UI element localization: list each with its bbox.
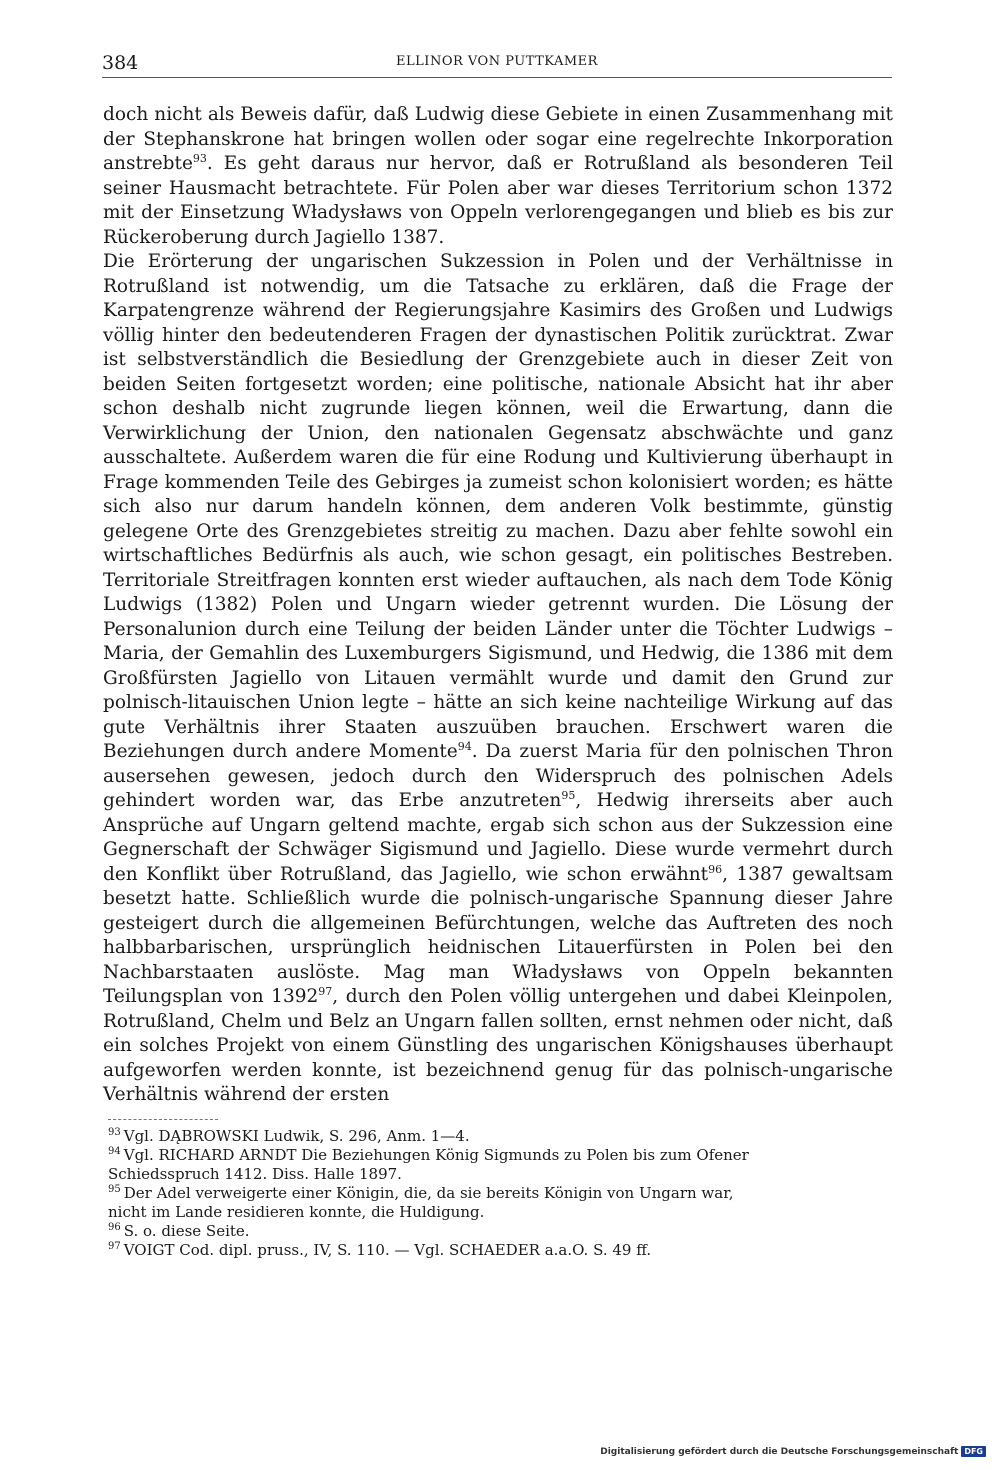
footnote-reference: 94: [457, 739, 472, 753]
digitization-note: [600, 1446, 986, 1457]
paragraph: [103, 250, 893, 1108]
text-run: , 1387 gewaltsam besetzt hatte. Schließlich wurde die polnisch-ungarische Spannung dieser Jahre gesteigert durch die allgemeinen Befürchtungen, welche das Auftreten des noch halbbarbarischen, ursprünglich heidnischen Litauerfürsten in Polen bei den Nachbarstaaten auslöste. Mag man Władysławs von Oppeln bekannten Teilungsplan von 1392: [103, 863, 894, 1007]
page-number: 384: [102, 52, 139, 74]
footnote-text: Der Adel verweigerte einer Königin, die, da sie bereits Königin von Ungarn war,: [123, 1184, 734, 1202]
footnote-mark: 93: [108, 1127, 121, 1138]
footnotes: [108, 1127, 898, 1260]
footnote-text: S. o. diese Seite.: [123, 1222, 250, 1240]
footnote-mark: 96: [108, 1222, 121, 1233]
footnote: [108, 1184, 898, 1222]
footnote-mark: 97: [108, 1241, 121, 1252]
paragraph: [103, 103, 893, 250]
running-title: ELLINOR VON PUTTKAMER: [396, 54, 598, 69]
footnote-text: VOIGT Cod. dipl. pruss., IV, S. 110. — Vgl. SCHAEDER a.a.O. S. 49 ff.: [123, 1241, 652, 1259]
text-run: doch nicht als Beweis dafür, daß Ludwig diese Gebiete in einen Zusammenhang mit der Stephanskrone hat bringen wollen oder sogar eine regelrechte Inkorporation anstrebte: [103, 104, 893, 174]
footnote: [108, 1222, 898, 1241]
footnote-reference: 95: [561, 788, 576, 802]
text-run: Die Erörterung der ungarischen Sukzession in Polen und der Verhältnisse in Rotrußland ist notwendig, um die Tatsache zu erklären, daß die Frage der Karpatengrenze während der Regierungsjahre Kasimirs des Großen und Ludwigs völlig hinter den bedeutenderen Fragen der dynastischen Politik zurücktrat. Zwar ist selbstverständlich die Besiedlung der Grenzgebiete auch in dieser Zeit von beiden Seiten fortgesetzt worden; eine politische, nationale Absicht hat ihr aber schon deshalb nicht zugrunde liegen können, weil die Erwartung, dann die Verwirklichung der Union, den nationalen Gegensatz abschwächte und ganz ausschaltete. Außerdem waren die für eine Rodung und Kultivierung überhaupt in Frage kommenden Teile des Gebirges ja zumeist schon kolonisiert worden; es hätte sich also nur darum handeln können, dem anderen Volk bestimmte, günstig gelegene Orte des Grenzgebietes streitig zu machen. Dazu aber fehlte sowohl ein wirtschaftliches Bedürfnis als auch, wie schon gesagt, ein politisches Bestreben. Territoriale Streitfragen konnten erst wieder auftauchen, als nach dem Tode König Ludwigs (1382) Polen und Ungarn wieder getrennt wurden. Die Lösung der Personalunion durch eine Teilung der beiden Länder unter die Töchter Ludwigs – Maria, der Gemahlin des Luxemburgers Sigismund, und Hedwig, die 1386 mit dem Großfürsten Jagiello von Litauen vermählt wurde und damit den Grund zur polnisch-litauischen Union legte – hätte an sich keine nachteilige Wirkung auf das gute Verhältnis ihrer Staaten auszuüben brauchen. Erschwert waren die Beziehungen durch andere Momente: [103, 251, 893, 762]
footnote: [108, 1146, 898, 1184]
text-run: . Es geht daraus nur hervor, daß er Rotrußland als besonderen Teil seiner Hausmacht betrachtete. Für Polen aber war dieses Territorium schon 1372 mit der Einsetzung Władysławs von Oppeln verlorengegangen und blieb es bis zur Rückeroberung durch Jagiello 1387.: [103, 153, 893, 248]
footnote-text: Vgl. DĄBROWSKI Ludwik, S. 296, Anm. 1—4.: [123, 1127, 470, 1145]
footnote: [108, 1127, 898, 1146]
digitization-text: Digitalisierung gefördert durch die Deutsche Forschungsgemeinschaft: [600, 1446, 959, 1457]
footnote-reference: 96: [708, 862, 723, 876]
text-run: , Hedwig ihrerseits aber auch Ansprüche auf Ungarn geltend machte, ergab sich schon aus der Sukzession eine Gegnerschaft der Schwäger Sigismund und Jagiello. Diese wurde vermehrt durch den Konflikt über Rotrußland, das Jagiello, wie schon erwähnt: [103, 790, 893, 885]
footnote-mark: 94: [108, 1146, 121, 1157]
footnote-reference: 93: [192, 151, 207, 165]
header-rule: [102, 77, 892, 78]
text-run: . Da zuerst Maria für den polnischen Thron ausersehen gewesen, jedoch durch den Widerspruch des polnischen Adels gehindert worden war, das Erbe anzutreten: [103, 741, 893, 811]
main-text: [103, 103, 893, 1108]
dfg-logo: DFG: [961, 1446, 986, 1457]
footnote-mark: 95: [108, 1184, 121, 1195]
footnote-separator: [108, 1119, 218, 1120]
footnote-reference: 97: [318, 984, 333, 998]
text-run: , durch den Polen völlig untergehen und dabei Kleinpolen, Rotrußland, Chelm und Belz an Ungarn fallen sollten, ernst nehmen oder nicht, daß ein solches Projekt von einem Günstling des ungarischen Königshauses überhaupt aufgeworfen werden konnte, ist bezeichnend genug für das polnisch-ungarische Verhältnis während der ersten: [103, 986, 894, 1105]
footnote-text: nicht im Lande residieren konnte, die Huldigung.: [108, 1203, 485, 1221]
footnote-text: Vgl. RICHARD ARNDT Die Beziehungen König Sigmunds zu Polen bis zum Ofener: [123, 1146, 749, 1164]
running-header: [102, 52, 892, 76]
footnote: [108, 1241, 898, 1260]
footnote-text: Schiedsspruch 1412. Diss. Halle 1897.: [108, 1165, 402, 1183]
